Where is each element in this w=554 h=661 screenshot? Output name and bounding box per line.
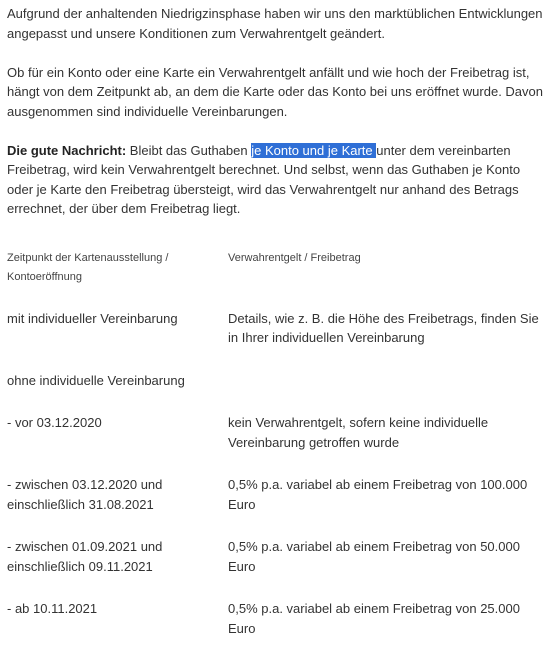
header-fee: Verwahrentgelt / Freibetrag — [228, 249, 547, 309]
table-row — [7, 371, 547, 414]
table-header-row — [7, 249, 547, 309]
table-row — [7, 475, 547, 537]
row-fee: 0,5% p.a. variabel ab einem Freibetrag von 50.000 Euro — [228, 537, 547, 599]
row-date: - zwischen 03.12.2020 und einschließlich 31.08.2021 — [7, 475, 228, 537]
good-news-text-end: unter dem vereinbarten Freibetrag, wird kein Verwahrentgelt berechnet. Und selbst, wenn das Guthaben je Konto oder je Karte den Freibetrag übersteigt, wird das Verwahrentgelt nur anhand des Betrags errechnet, der über dem Freibetrag liegt. — [7, 143, 520, 217]
fee-table — [7, 249, 547, 661]
good-news-text-start: Bleibt das Guthaben — [126, 143, 251, 158]
row-fee: Details, wie z. B. die Höhe des Freibetrags, finden Sie in Ihrer individuellen Vereinbarung — [228, 309, 547, 371]
table-row — [7, 537, 547, 599]
intro-paragraph: Aufgrund der anhaltenden Niedrigzinsphase haben wir uns den marktüblichen Entwicklungen angepasst und unsere Konditionen zum Verwahrentgelt geändert. — [7, 4, 547, 43]
row-date: mit individueller Vereinbarung — [7, 309, 228, 371]
row-fee — [228, 371, 547, 414]
table-row — [7, 599, 547, 661]
row-date: - zwischen 01.09.2021 und einschließlich 09.11.2021 — [7, 537, 228, 599]
row-date: - ab 10.11.2021 — [7, 599, 228, 661]
table-row — [7, 413, 547, 475]
header-date: Zeitpunkt der Kartenausstellung / Kontoeröffnung — [7, 249, 228, 309]
row-fee: 0,5% p.a. variabel ab einem Freibetrag von 25.000 Euro — [228, 599, 547, 661]
selected-text[interactable]: je Konto und je Karte — [251, 143, 376, 158]
row-fee: 0,5% p.a. variabel ab einem Freibetrag von 100.000 Euro — [228, 475, 547, 537]
table-row — [7, 309, 547, 371]
row-fee: kein Verwahrentgelt, sofern keine individuelle Vereinbarung getroffen wurde — [228, 413, 547, 475]
row-date: ohne individuelle Vereinbarung — [7, 371, 228, 414]
good-news-paragraph — [7, 141, 547, 219]
good-news-label: Die gute Nachricht: — [7, 143, 126, 158]
row-date: - vor 03.12.2020 — [7, 413, 228, 475]
conditions-paragraph: Ob für ein Konto oder eine Karte ein Verwahrentgelt anfällt und wie hoch der Freibetrag ist, hängt von dem Zeitpunkt ab, an dem die Karte oder das Konto bei uns eröffnet wurde. Davon ausgenommen sind individuelle Vereinbarungen. — [7, 63, 547, 122]
